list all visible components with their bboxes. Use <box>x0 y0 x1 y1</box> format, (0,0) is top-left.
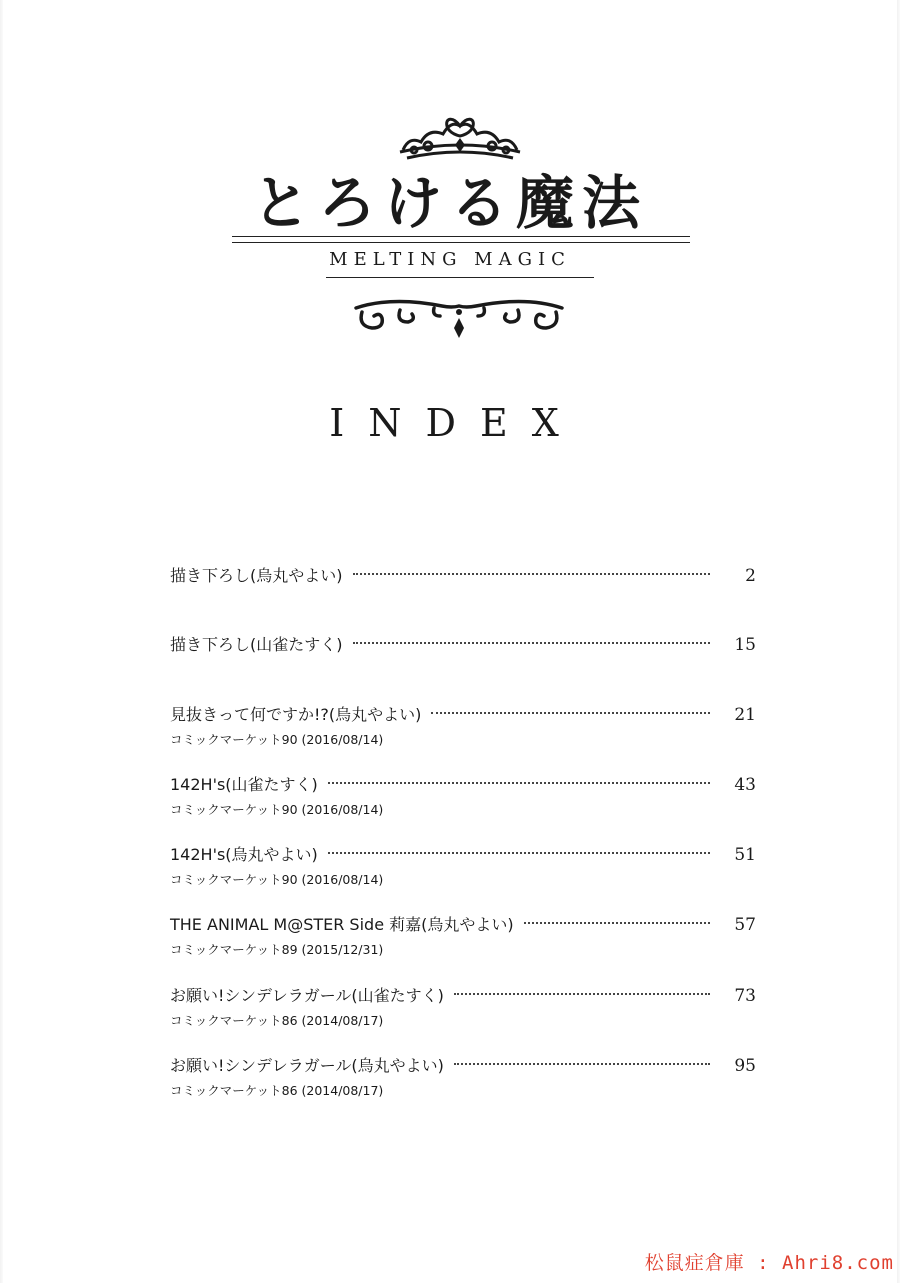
site-watermark: 松鼠症倉庫 : Ahri8.com <box>644 1252 894 1274</box>
toc-entry <box>170 563 756 589</box>
toc-entry-title: 描き下ろし(烏丸やよい) <box>170 566 343 585</box>
toc-entry <box>170 702 756 750</box>
toc-entry <box>170 772 756 820</box>
toc-entry-source: コミックマーケット89 (2015/12/31) <box>170 942 384 957</box>
toc-entry <box>170 1053 756 1101</box>
title-rule-top <box>232 236 690 237</box>
book-title: とろける魔法 <box>251 169 648 237</box>
tiara-ornament-icon <box>395 112 525 168</box>
dot-leader <box>353 573 711 575</box>
toc-entry-title: お願い!シンデレラガール(烏丸やよい) <box>170 1056 444 1075</box>
toc-entry-source: コミックマーケット86 (2014/08/17) <box>170 1083 384 1098</box>
toc-page-number: 95 <box>734 1056 756 1076</box>
dot-leader <box>524 922 710 924</box>
toc-entry-title: 142H's(烏丸やよい) <box>170 845 318 864</box>
dot-leader <box>328 782 710 784</box>
toc-entry-source: コミックマーケット90 (2016/08/14) <box>170 802 384 817</box>
toc-entry <box>170 912 756 960</box>
dot-leader <box>454 993 710 995</box>
scroll-flourish-icon <box>352 296 566 344</box>
toc-entry-title: THE ANIMAL M@STER Side 莉嘉(烏丸やよい) <box>170 915 514 934</box>
subtitle-rule <box>326 277 594 278</box>
dot-leader <box>328 852 710 854</box>
dot-leader <box>431 712 710 714</box>
book-subtitle: MELTING MAGIC <box>329 249 571 270</box>
toc-page-number: 21 <box>734 705 756 725</box>
toc-entry-title: お願い!シンデレラガール(山雀たすく) <box>170 986 444 1005</box>
toc-entry-source: コミックマーケット86 (2014/08/17) <box>170 1013 384 1028</box>
index-heading: INDEX <box>329 401 583 445</box>
toc-entry-title: 描き下ろし(山雀たすく) <box>170 635 343 654</box>
toc-page-number: 57 <box>734 915 756 935</box>
toc-page-number: 2 <box>745 566 756 586</box>
toc-page-number: 73 <box>734 986 756 1006</box>
toc-page-number: 51 <box>734 845 756 865</box>
toc-entry-title: 142H's(山雀たすく) <box>170 775 318 794</box>
toc-entry <box>170 983 756 1031</box>
toc-entry-source: コミックマーケット90 (2016/08/14) <box>170 872 384 887</box>
toc-entry <box>170 842 756 890</box>
toc-entry-title: 見抜きって何ですか!?(烏丸やよい) <box>170 705 422 724</box>
dot-leader <box>353 642 711 644</box>
toc-page-number: 15 <box>734 635 756 655</box>
toc-entry-source: コミックマーケット90 (2016/08/14) <box>170 732 384 747</box>
toc-entry <box>170 632 756 658</box>
dot-leader <box>454 1063 710 1065</box>
toc-page-number: 43 <box>734 775 756 795</box>
title-rule-bottom <box>232 242 690 243</box>
